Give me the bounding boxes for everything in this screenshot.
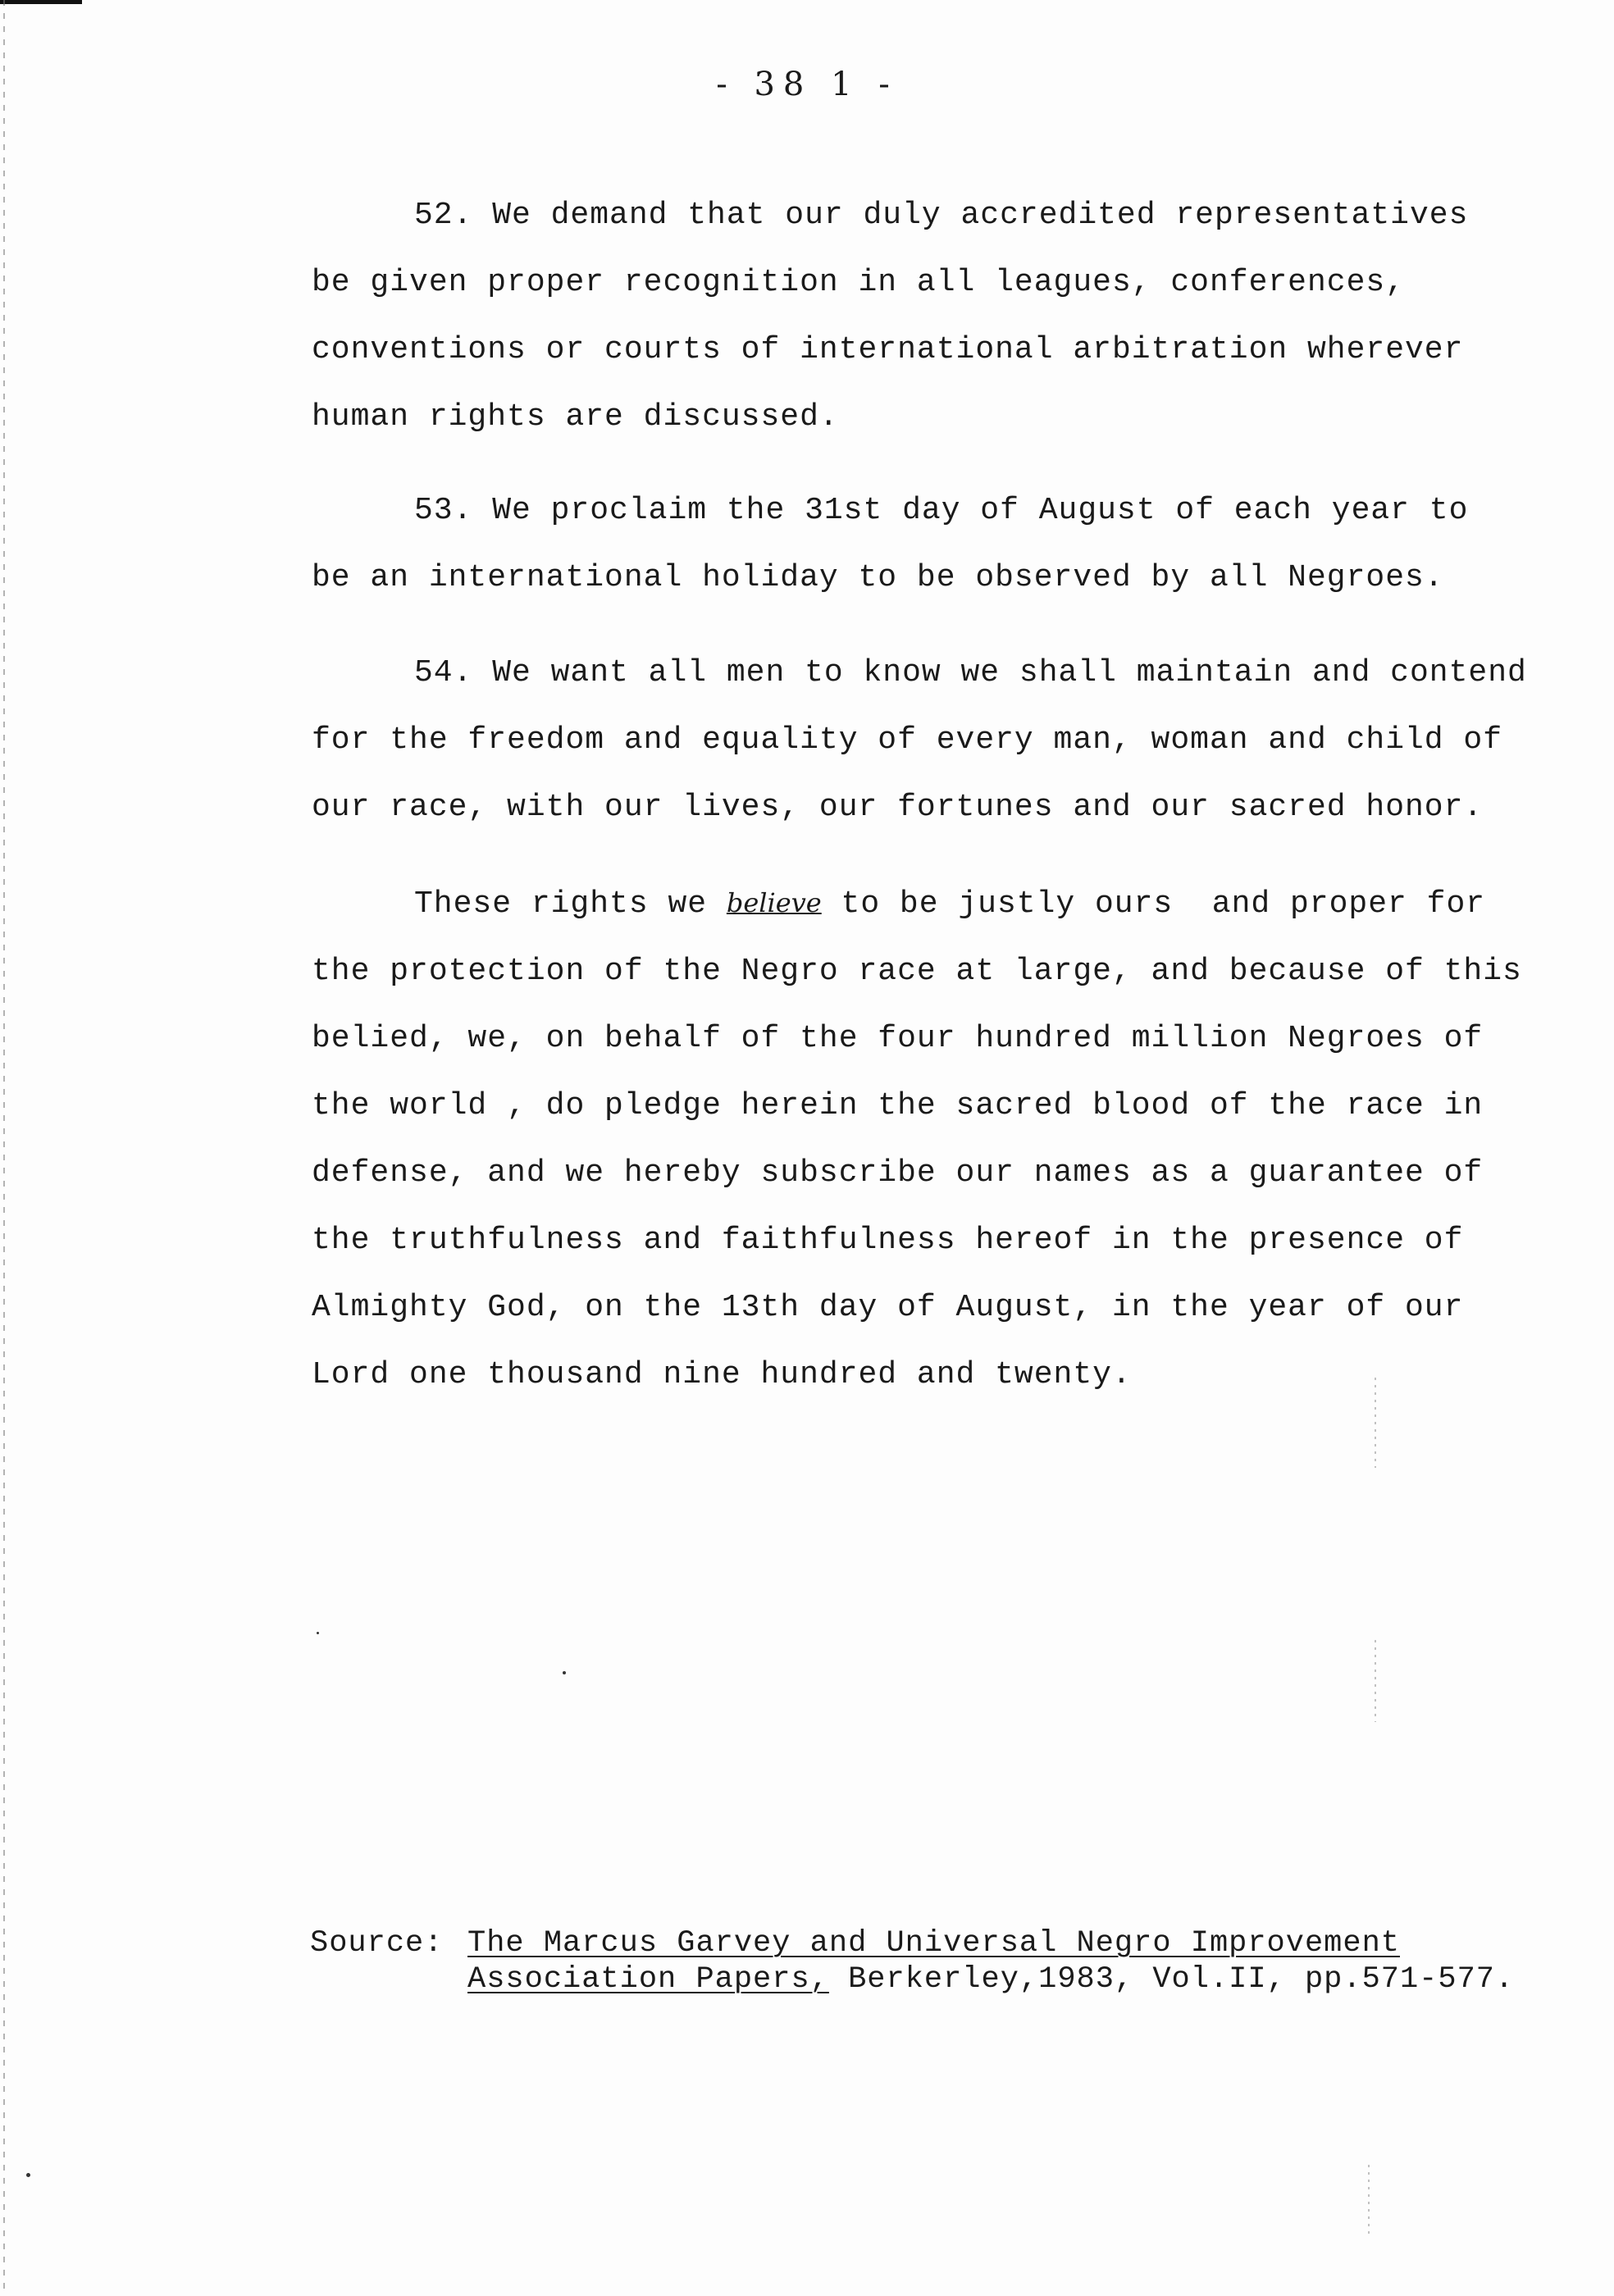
source-title: The Marcus Garvey and Universal Negro Improvement <box>467 1926 1400 1961</box>
text-line: the world , do pledge herein the sacred blood of the race in <box>312 1088 1484 1123</box>
text-line: Lord one thousand nine hundred and twenty. <box>312 1357 1132 1392</box>
handwritten-correction: believe <box>726 887 822 918</box>
text-line: the truthfulness and faithfulness hereof in the presence of <box>312 1223 1464 1258</box>
text-line: be an international holiday to be observed by all Negroes. <box>312 560 1444 595</box>
scan-speck <box>26 2173 30 2177</box>
text-line <box>312 869 1558 938</box>
source-label: Source: <box>310 1926 444 1961</box>
text-line: be given proper recognition in all leagues, conferences, <box>312 265 1406 300</box>
paragraph-52 <box>312 182 1558 451</box>
text-line: defense, and we hereby subscribe our names as a guarantee of <box>312 1155 1484 1191</box>
source-row-2 <box>310 1961 1589 1998</box>
text-line: 52. We demand that our duly accredited representatives <box>414 198 1469 233</box>
page-number: - 38 1 - <box>716 66 898 103</box>
text-line: 54. We want all men to know we shall maintain and contend <box>414 655 1527 690</box>
paragraph-54 <box>312 640 1558 841</box>
scan-dotted-mark <box>1368 2165 1370 2239</box>
text-line: belied, we, on behalf of the four hundred million Negroes of <box>312 1021 1484 1056</box>
source-citation <box>310 1925 1589 1998</box>
closing-text-end: to be justly ours and proper for <box>821 886 1486 922</box>
source-row-1 <box>310 1925 1589 1961</box>
scan-dotted-mark <box>1375 1640 1376 1722</box>
text-line: 53. We proclaim the 31st day of August of each year to <box>414 493 1469 528</box>
text-line: our race, with our lives, our fortunes and our sacred honor. <box>312 790 1484 825</box>
text-line: human rights are discussed. <box>312 399 839 435</box>
scan-corner-mark <box>0 0 82 4</box>
text-line: Almighty God, on the 13th day of August, in the year of our <box>312 1290 1464 1325</box>
scan-left-edge <box>3 0 5 2296</box>
source-details: Berkerley,1983, Vol.II, pp.571-577. <box>828 1962 1515 1997</box>
text-line: for the freedom and equality of every man, woman and child of <box>312 722 1503 758</box>
scan-speck <box>317 1632 319 1634</box>
source-title-cont: Association Papers, <box>467 1962 829 1997</box>
closing-text-start: These rights we <box>414 886 708 922</box>
closing-paragraph <box>312 869 1558 1409</box>
paragraph-53 <box>312 477 1558 612</box>
text-line: conventions or courts of international arbitration wherever <box>312 332 1464 367</box>
text-line: the protection of the Negro race at large, and because of this <box>312 954 1522 989</box>
scan-speck <box>563 1671 566 1674</box>
